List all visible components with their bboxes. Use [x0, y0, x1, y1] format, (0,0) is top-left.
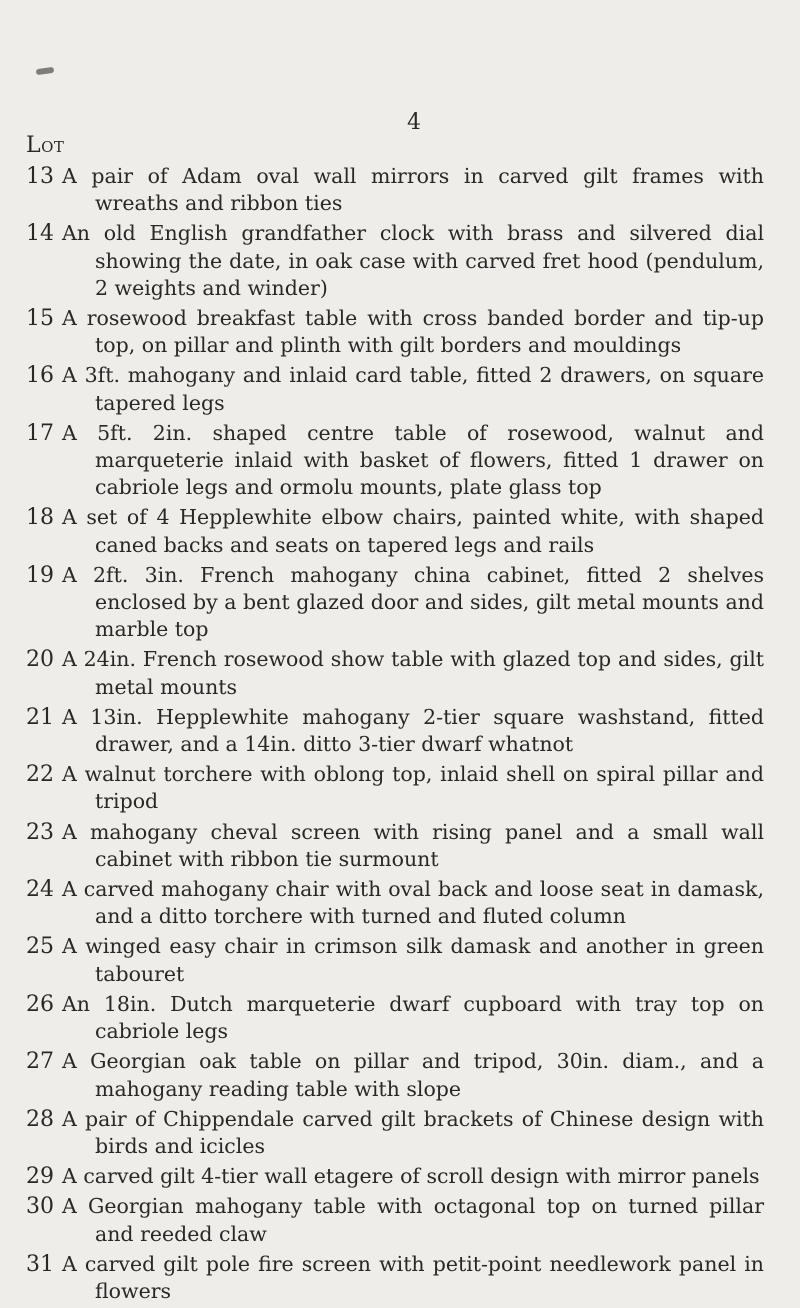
lot-entry: [0, 362, 800, 416]
lot-entry: [0, 646, 800, 700]
lot-entry: [0, 305, 800, 359]
lot-number: 13: [26, 164, 54, 189]
lot-description: A winged easy chair in crimson silk damask and another in green tabouret: [62, 934, 764, 986]
lot-description: A 2ft. 3in. French mahogany china cabinet, fitted 2 shelves enclosed by a bent glazed door and sides, gilt metal mounts and marble top: [62, 562, 764, 642]
lot-number: 23: [26, 819, 54, 845]
lot-number: 16: [26, 363, 54, 389]
lot-number: 21: [26, 704, 54, 730]
lot-description: A carved gilt 4-tier wall etagere of scroll design with mirror panels: [62, 1164, 760, 1189]
page-number: 4: [407, 110, 421, 135]
lot-description: A 3ft. mahogany and inlaid card table, fitted 2 drawers, on square tapered legs: [62, 363, 764, 415]
lot-description: A set of 4 Hepplewhite elbow chairs, painted white, with shaped caned backs and seats on tapered legs and rails: [62, 505, 764, 557]
lot-number: 22: [26, 762, 54, 788]
lot-list: [0, 163, 800, 1308]
lot-number: 26: [26, 991, 54, 1017]
lot-entry: [0, 1048, 800, 1102]
lot-number: 15: [26, 306, 54, 332]
lot-description: A mahogany cheval screen with rising panel and a small wall cabinet with ribbon tie surmount: [62, 819, 764, 871]
lot-description: A carved gilt pole fire screen with petit-point needlework panel in flowers: [62, 1251, 764, 1303]
lot-number: 31: [26, 1251, 54, 1277]
lot-number: 29: [26, 1164, 54, 1190]
lot-description: A Georgian mahogany table with octagonal top on turned pillar and reeded claw: [62, 1194, 764, 1246]
lot-number: 14: [26, 221, 54, 247]
lot-description: A pair of Adam oval wall mirrors in carved gilt frames with wreaths and ribbon ties: [62, 164, 764, 216]
lot-entry: [0, 1193, 800, 1247]
lot-entry: [0, 876, 800, 930]
lot-entry: [0, 1106, 800, 1160]
lot-description: A 5ft. 2in. shaped centre table of rosewood, walnut and marqueterie inlaid with basket of flowers, fitted 1 drawer on cabriole legs and ormolu mounts, plate glass top: [62, 420, 764, 500]
lot-entry: [0, 220, 800, 302]
lot-number: 27: [26, 1049, 54, 1075]
lot-description: A rosewood breakfast table with cross banded border and tip-up top, on pillar and plinth with gilt borders and mouldings: [62, 306, 764, 358]
lot-entry: [0, 504, 800, 558]
lot-number: 20: [26, 647, 54, 673]
lot-entry: [0, 819, 800, 873]
lot-entry: [0, 163, 800, 217]
lot-number: 19: [26, 562, 54, 588]
lot-entry: [0, 1163, 800, 1190]
lot-entry: [0, 761, 800, 815]
lot-column-header: Lot: [26, 133, 65, 158]
lot-entry: [0, 933, 800, 987]
lot-description: An old English grandfather clock with brass and silvered dial showing the date, in oak case with carved fret hood (pendulum, 2 weights and winder): [62, 221, 764, 300]
lot-description: A 24in. French rosewood show table with glazed top and sides, gilt metal mounts: [62, 647, 764, 699]
lot-description: A 13in. Hepplewhite mahogany 2-tier square washstand, fitted drawer, and a 14in. ditto 3-tier dwarf whatnot: [62, 704, 764, 757]
lot-entry: [0, 420, 800, 502]
lot-description: A carved mahogany chair with oval back and loose seat in damask, and a ditto torchere with turned and fluted column: [62, 877, 764, 929]
lot-number: 18: [26, 505, 54, 531]
lot-number: 17: [26, 420, 54, 446]
lot-number: 28: [26, 1106, 54, 1132]
lot-entry: [0, 991, 800, 1045]
lot-entry: [0, 562, 800, 644]
lot-description: A walnut torchere with oblong top, inlaid shell on spiral pillar and tripod: [62, 762, 764, 814]
lot-number: 24: [26, 877, 54, 903]
lot-description: A Georgian oak table on pillar and tripod, 30in. diam., and a mahogany reading table with slope: [62, 1049, 764, 1101]
lot-entry: [0, 1251, 800, 1305]
lot-number: 30: [26, 1194, 54, 1220]
lot-number: 25: [26, 934, 54, 960]
lot-entry: [0, 704, 800, 758]
lot-description: An 18in. Dutch marqueterie dwarf cupboard with tray top on cabriole legs: [62, 991, 764, 1044]
corner-smudge-mark: [36, 67, 55, 75]
lot-description: A pair of Chippendale carved gilt brackets of Chinese design with birds and icicles: [62, 1106, 764, 1158]
